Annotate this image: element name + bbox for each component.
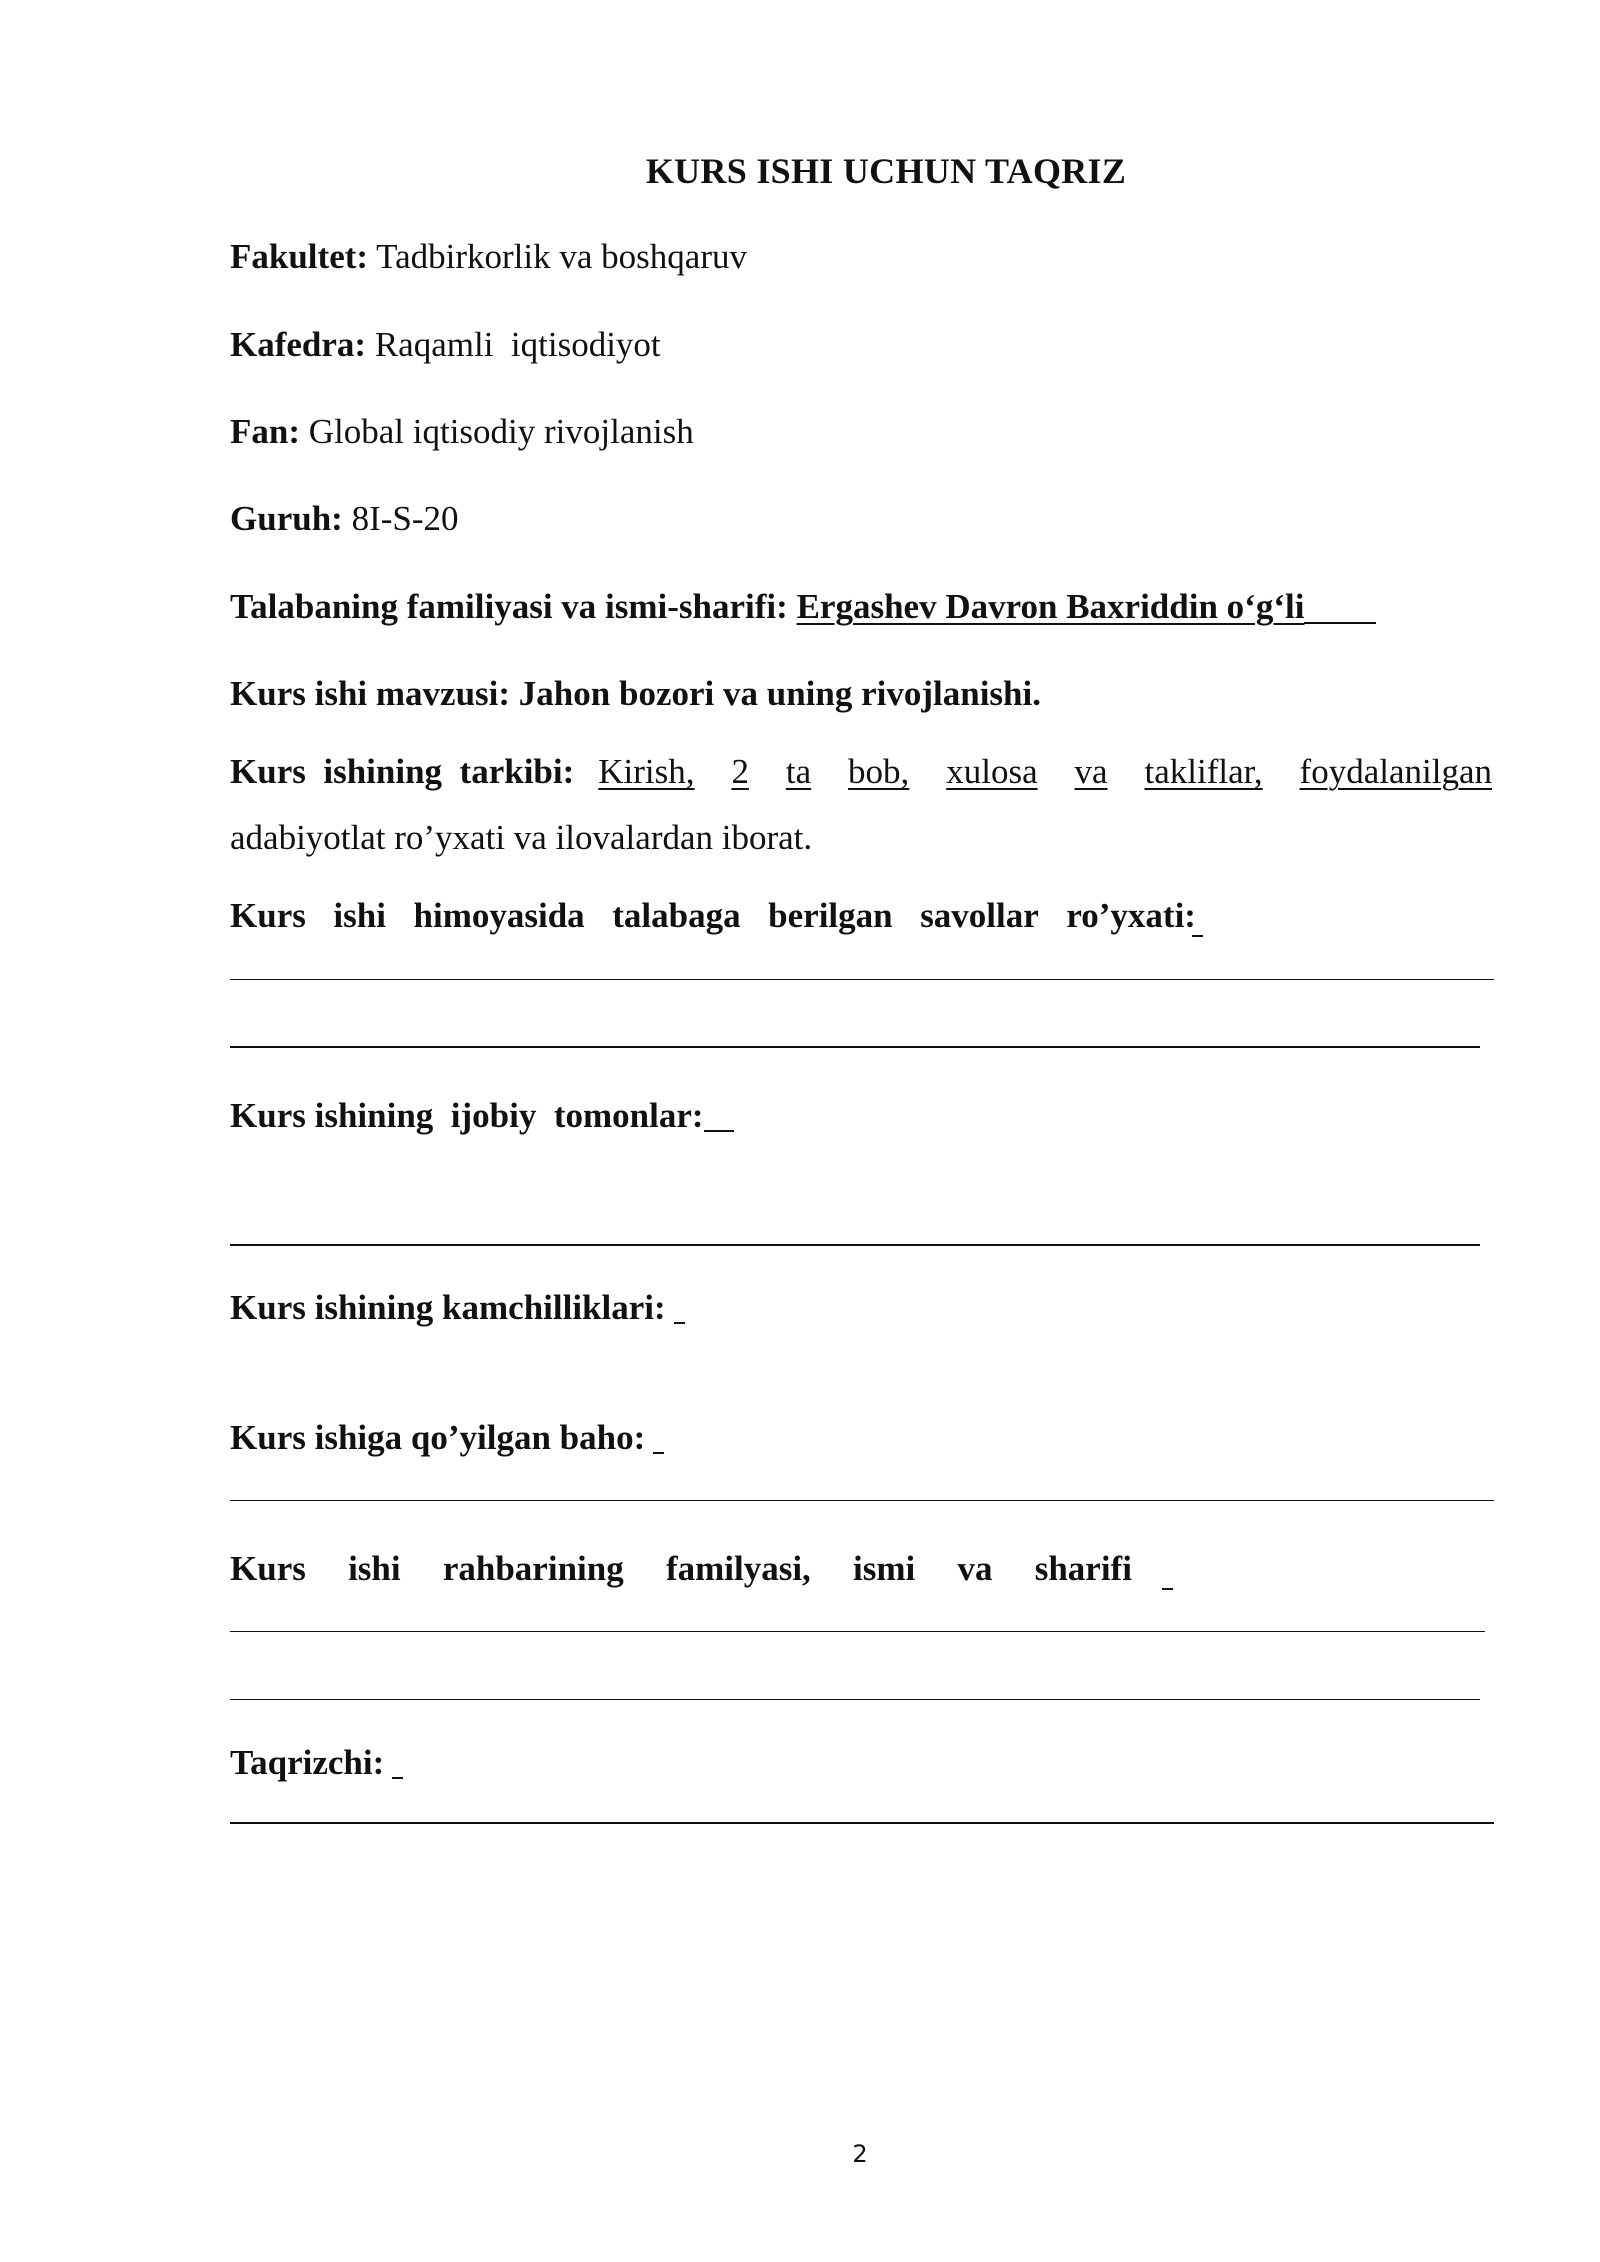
savollar-word: talabaga [612,896,741,935]
kafedra-line [230,325,661,365]
baho-fill-short [653,1452,664,1454]
rahbar-word: rahbarining [442,1549,624,1588]
taqrizchi-fill-short [392,1777,403,1779]
tarkibi-word: 2 [731,752,749,791]
talaba-line [230,587,1376,627]
document-title: KURS ISHI UCHUN TAQRIZ [645,151,1127,191]
talaba-label: Talabaning familiyasi va ismi-sharifi: [230,587,788,626]
savollar-word: Kurs [230,896,306,935]
rahbar-word: Kurs [230,1549,306,1588]
kamchilik-fill-short [674,1322,685,1324]
savollar-word: ishi [333,896,386,935]
ijobiy-line [230,1096,734,1136]
savollar-answer-line-2 [230,1046,1480,1048]
rahbar-fill-short [1162,1588,1173,1590]
tarkibi-line-2: adabiyotlat ro’yxati va ilovalardan iborat. [230,818,813,857]
kafedra-value: Raqamli iqtisodiyot [374,325,661,364]
guruh-line [230,499,459,539]
ijobiy-label: Kurs ishining ijobiy tomonlar: [230,1096,704,1135]
fan-label: Fan: [230,412,300,451]
fan-line [230,412,694,452]
mavzu-line [230,674,1041,714]
rahbar-answer-line-1 [230,1631,1485,1632]
savollar-word: himoyasida [413,896,585,935]
tarkibi-line-1 [230,752,1492,792]
tarkibi-word: takliflar, [1144,752,1263,791]
talaba-fill-line [1304,622,1376,624]
rahbar-word: va [957,1549,993,1588]
rahbar-word: ismi [853,1549,916,1588]
tarkibi-word: bob, [848,752,910,791]
guruh-value: 8I-S-20 [351,499,459,538]
ijobiy-fill-short [704,1130,734,1132]
tarkibi-value-line-1 [598,752,1492,792]
talaba-value: Ergashev Davron Baxriddin o‘g‘li [796,587,1305,626]
rahbar-word: ishi [348,1549,401,1588]
savollar-word: ro’yxati: [1066,896,1196,935]
taqrizchi-line [230,1743,403,1783]
tarkibi-word: Kirish, [598,752,695,791]
baho-line [230,1418,664,1458]
rahbar-word: familyasi, [665,1549,811,1588]
savollar-word: berilgan [768,896,893,935]
tarkibi-label: Kurs ishining tarkibi: [230,752,575,791]
savollar-label [230,896,1196,936]
tarkibi-word: ta [785,752,812,791]
mavzu-label: Kurs ishi mavzusi: [230,674,511,713]
rahbar-answer-line-2 [230,1699,1480,1700]
savollar-fill-short [1192,935,1203,937]
tarkibi-word: xulosa [946,752,1038,791]
rahbar-label [230,1549,1132,1589]
fakultet-line [230,237,747,277]
savollar-word: savollar [920,896,1039,935]
mavzu-value: Jahon bozori va uning rivojlanishi. [518,674,1041,713]
taqrizchi-label: Taqrizchi: [230,1743,385,1782]
kamchilik-label: Kurs ishining kamchilliklari: [230,1288,666,1327]
fakultet-label: Fakultet: [230,237,369,276]
kamchilik-line [230,1288,685,1328]
taqrizchi-answer-line [230,1822,1494,1824]
guruh-label: Guruh: [230,499,343,538]
fakultet-value: Tadbirkorlik va boshqaruv [376,237,747,276]
baho-answer-line [230,1500,1494,1501]
kafedra-label: Kafedra: [230,325,367,364]
tarkibi-word: foydalanilgan [1299,752,1492,791]
ijobiy-answer-line [230,1244,1480,1246]
fan-value: Global iqtisodiy rivojlanish [308,412,694,451]
tarkibi-word: va [1074,752,1108,791]
rahbar-word: sharifi [1034,1549,1132,1588]
baho-label: Kurs ishiga qo’yilgan baho: [230,1418,646,1457]
savollar-answer-line-1 [230,979,1494,980]
page-number: 2 [852,2140,868,2168]
